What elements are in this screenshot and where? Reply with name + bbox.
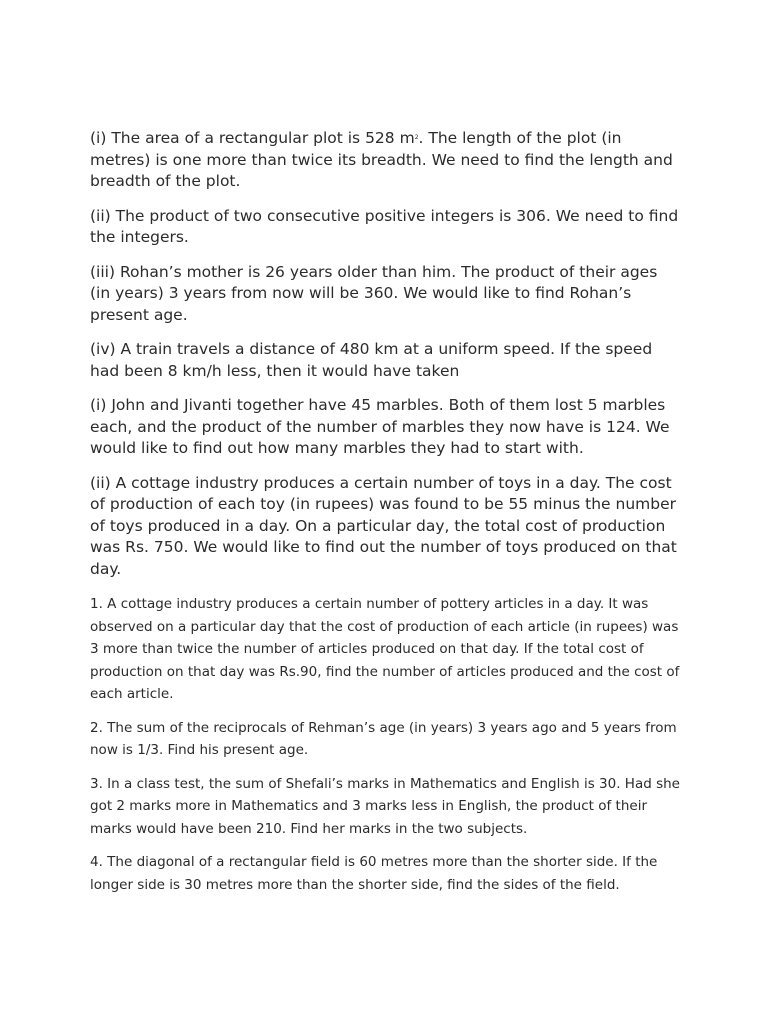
exercise-1-pottery: 1. A cottage industry produces a certain number of pottery articles in a day. It was observed on a particular day that the cost of production of each article (in rupees) was 3 more than twice the number of articles produced on that day. If the total cost of production on that day was Rs.90, find the number of articles produced and the cost of each article. <box>90 596 680 702</box>
document-page <box>90 128 682 907</box>
problem-ii-consecutive-integers: (ii) The product of two consecutive positive integers is 306. We need to find the integers. <box>90 206 679 246</box>
superscript: 2 <box>414 134 419 141</box>
problem-ii-toys: (ii) A cottage industry produces a certain number of toys in a day. The cost of production of each toy (in rupees) was found to be 55 minus the number of toys produced in a day. On a particular day, the total cost of production was Rs. 750. We would like to find out the number of toys produced on that day. <box>90 473 677 578</box>
problem-text: . The length of the plot (in metres) is one more than twice its breadth. We need to find the length and breadth of the plot. <box>90 129 673 190</box>
problem-i-rectangular-plot <box>90 128 682 193</box>
problem-iv-train: (iv) A train travels a distance of 480 km at a uniform speed. If the speed had been 8 km/h less, then it would have taken <box>90 340 653 380</box>
problem-iii-rohan-ages: (iii) Rohan’s mother is 26 years older than him. The product of their ages (in years) 3 years from now will be 360. We would like to find Rohan’s present age. <box>90 262 658 324</box>
exercise-4-rectangular-field: 4. The diagonal of a rectangular field is 60 metres more than the shorter side. If the longer side is 30 metres more than the shorter side, find the sides of the field. <box>90 854 658 893</box>
exercise-3-shefali-marks: 3. In a class test, the sum of Shefali’s marks in Mathematics and English is 30. Had she got 2 marks more in Mathematics and 3 marks less in English, the product of their marks would have been 210. Find her marks in the two subjects. <box>90 775 680 837</box>
exercise-2-rehman-age: 2. The sum of the reciprocals of Rehman’s age (in years) 3 years ago and 5 years from now is 1/3. Find his present age. <box>90 719 677 758</box>
problem-text: (i) The area of a rectangular plot is 528 m <box>90 129 415 147</box>
problem-i-marbles: (i) John and Jivanti together have 45 marbles. Both of them lost 5 marbles each, and the product of the number of marbles they now have is 124. We would like to find out how many marbles they had to start with. <box>90 396 670 457</box>
